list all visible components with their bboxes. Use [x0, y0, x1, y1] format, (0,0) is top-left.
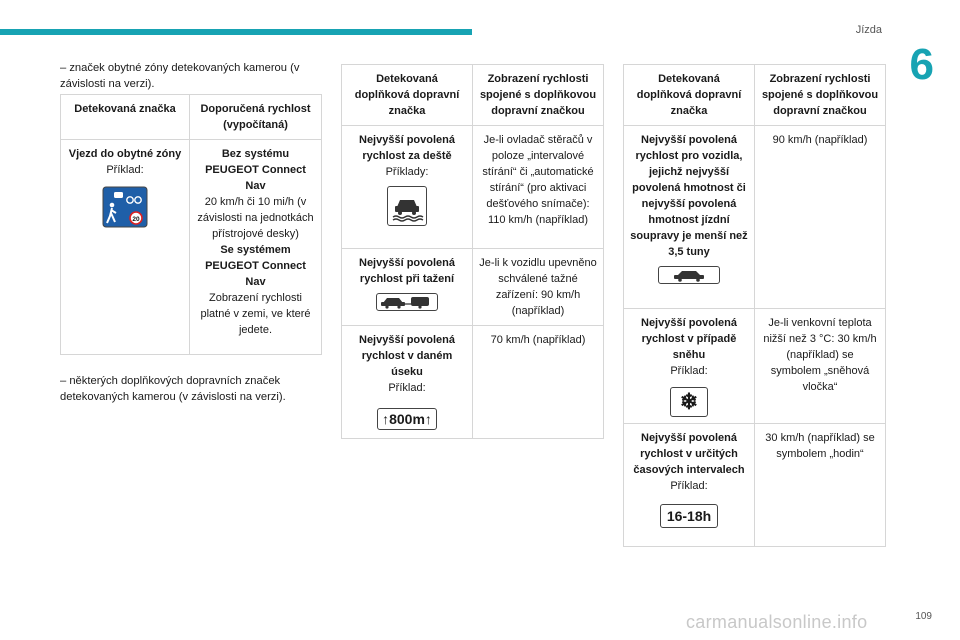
time-interval-sign: 16-18h	[660, 504, 718, 528]
zone-title: Vjezd do obytné zóny	[68, 148, 182, 160]
snow-title: Nejvyšší povolená rychlost v případě sněhu	[641, 317, 737, 361]
zone-head-sign: Detekovaná značka	[61, 95, 190, 140]
additional-signs-table-1	[341, 64, 604, 439]
zone-sign-cell	[61, 140, 190, 355]
section-speed-cell: 70 km/h (například)	[473, 326, 604, 439]
snow-example-label: Příklad:	[670, 365, 708, 377]
rain-example-label: Příklady:	[385, 166, 429, 178]
header-accent-bar	[0, 29, 472, 35]
without-nav-label: Bez systému PEUGEOT Connect Nav	[205, 148, 306, 192]
watermark: carmanualsonline.info	[686, 612, 868, 632]
distance-sign-text: 800m	[389, 411, 425, 427]
up-arrow-icon: ↑	[382, 411, 390, 427]
rain-title: Nejvyšší povolená rychlost za deště	[359, 134, 455, 162]
distance-sign	[377, 408, 437, 430]
without-nav-text: 20 km/h či 10 mi/h (v závislosti na jednotkách přístrojové desky)	[197, 196, 314, 240]
weight-title: Nejvyšší povolená rychlost pro vozidla, jejichž nejvyšší povolená hmotnost či nejvyšší povolená hmotnost jízdní soupravy je menší než 3,5 tuny	[630, 134, 748, 258]
outro-text: – některých doplňkových dopravních značek detekovaných kamerou (v závislosti na verzi).	[60, 375, 286, 403]
section-example-label: Příklad:	[388, 382, 426, 394]
weight-sign-cell	[624, 126, 755, 309]
zone-speed-cell	[190, 140, 322, 355]
rain-car-icon	[387, 186, 427, 226]
t1-head-sign: Detekovaná doplňková dopravní značka	[342, 65, 473, 126]
up-arrow-icon: ↑	[424, 411, 432, 427]
rain-sign-cell	[342, 126, 473, 249]
t2-head-sign: Detekovaná doplňková dopravní značka	[624, 65, 755, 126]
towing-car-icon	[376, 293, 438, 311]
with-nav-label: Se systémem PEUGEOT Connect Nav	[205, 244, 306, 288]
time-title: Nejvyšší povolená rychlost v určitých časových intervalech	[633, 432, 745, 476]
zone-sign-speed: 20	[132, 215, 140, 223]
page-number: 109	[915, 611, 932, 622]
rain-speed-cell: Je-li ovladač stěračů v poloze „intervalové stírání“ či „automatické stírání“ (pro aktivaci dešťového snímače): 110 km/h (například)	[473, 126, 604, 249]
snow-sign-cell	[624, 309, 755, 424]
section-title: Jízda	[855, 24, 882, 36]
t2-head-speed: Zobrazení rychlosti spojené s doplňkovou dopravní značkou	[755, 65, 886, 126]
snow-speed-cell: Je-li venkovní teplota nižší než 3 °C: 30 km/h (například) se symbolem „sněhová vločka“	[755, 309, 886, 424]
zone-example-label: Příklad:	[106, 164, 144, 176]
car-icon	[658, 266, 720, 284]
towing-sign-cell	[342, 249, 473, 326]
with-nav-text: Zobrazení rychlosti platné v zemi, ve které jedete.	[200, 292, 311, 336]
intro-text: – značek obytné zóny detekovaných kamerou (v závislosti na verzi).	[60, 62, 300, 90]
time-speed-cell: 30 km/h (například) se symbolem „hodin“	[755, 424, 886, 547]
zone-table	[60, 94, 322, 355]
section-sign-cell	[342, 326, 473, 439]
additional-signs-table-2	[623, 64, 886, 547]
time-sign-cell	[624, 424, 755, 547]
chapter-number: 6	[909, 40, 934, 89]
towing-speed-cell: Je-li k vozidlu upevněno schválené tažné zařízení: 90 km/h (například)	[473, 249, 604, 326]
section-title-cell: Nejvyšší povolená rychlost v daném úseku	[359, 334, 455, 378]
t1-head-speed: Zobrazení rychlosti spojené s doplňkovou dopravní značkou	[473, 65, 604, 126]
residential-zone-icon	[102, 186, 148, 228]
weight-speed-cell: 90 km/h (například)	[755, 126, 886, 309]
zone-head-speed: Doporučená rychlost (vypočítaná)	[190, 95, 322, 140]
snowflake-icon: ❄	[670, 387, 708, 417]
time-example-label: Příklad:	[670, 480, 708, 492]
towing-title: Nejvyšší povolená rychlost při tažení	[359, 257, 455, 285]
